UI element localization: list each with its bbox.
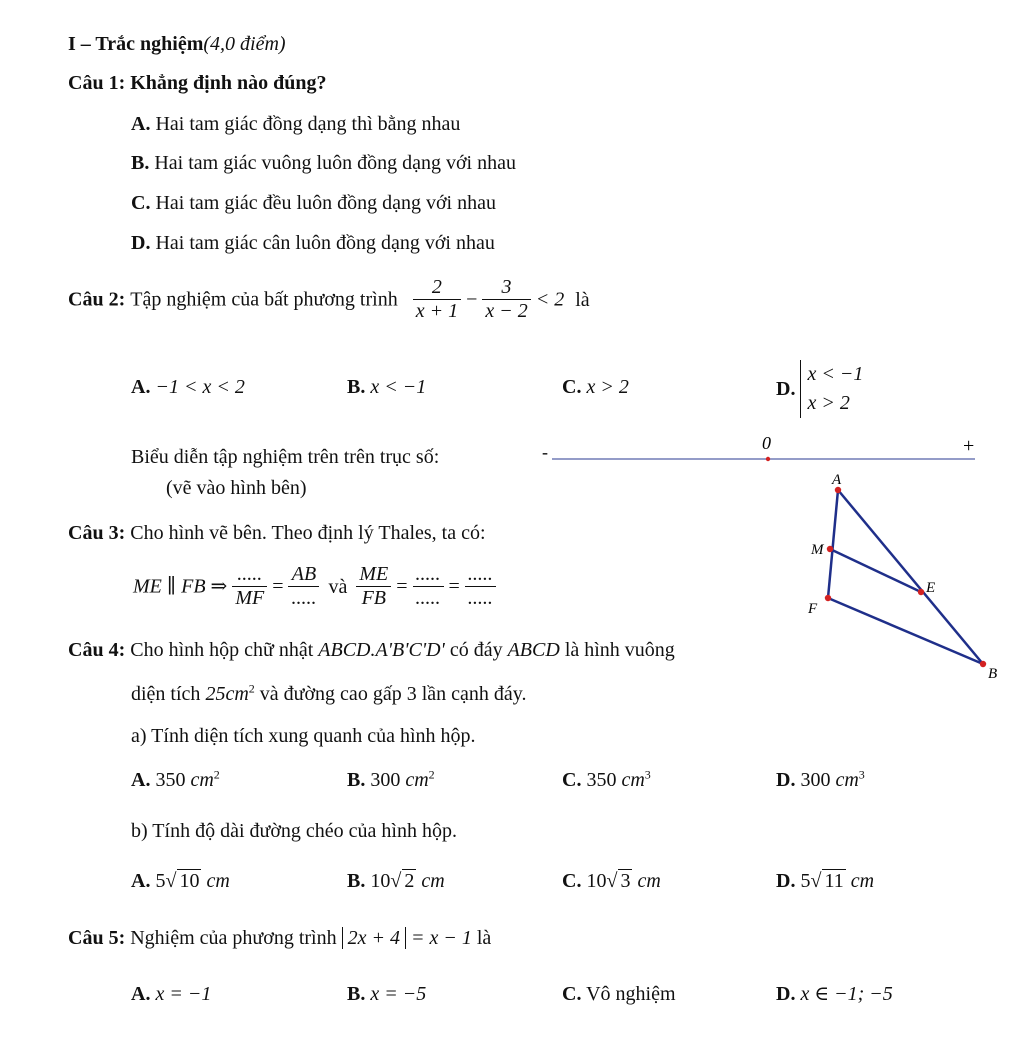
section-title: I – Trắc nghiệm(4,0 điểm) (68, 33, 286, 55)
label-a: A (832, 472, 842, 488)
segment-af (828, 490, 838, 598)
triangle-figure (807, 472, 997, 682)
q2-option-a: A. −1 < x < 2 (131, 376, 245, 398)
origin-point (766, 457, 770, 461)
q5-option-a: A. x = −1 (131, 983, 212, 1005)
q4-line-2: diện tích $25cm^2$ và đường cao gấp 3 lần cạnh đáy. (131, 681, 527, 705)
segment-fb (828, 598, 983, 664)
q2-option-d-system: x < −1 x > 2 (800, 360, 863, 418)
segment-me (830, 549, 921, 592)
numberline-note: (vẽ vào hình bên) (166, 477, 307, 499)
q2-fraction-2: $\frac{3}{x - 2}$ (482, 276, 530, 323)
point-f (825, 595, 831, 601)
q4a-option-a: A. 350 $cm^2$ (131, 767, 220, 791)
q4a-option-c: C. 350 $cm^3$ (562, 767, 651, 791)
q5-heading: Câu 5: Nghiệm của phương trình 2x + 4 = x − 1 là (68, 927, 492, 949)
q1-heading: Câu 1: Khẳng định nào đúng? (68, 72, 327, 94)
q4a-option-b: B. 300 $cm^2$ (347, 767, 435, 791)
q2-fraction-1: $\frac{2}{x + 1}$ (413, 276, 461, 323)
q1-option-a: A. Hai tam giác đồng dạng thì bằng nhau (131, 113, 461, 135)
q3-thales-expression: ME ∥ FB ⇒ $\frac{.....}{MF}$ = $\frac{AB}{.....}$ và $\frac{ME}{FB}$ = $\frac{.....}{.....}$ = $\frac{.....}{.....}$ (133, 563, 496, 610)
point-e (918, 589, 924, 595)
q4-part-a: a) Tính diện tích xung quanh của hình hộp. (131, 725, 476, 747)
q3-heading: Câu 3: Cho hình vẽ bên. Theo định lý Thales, ta có: (68, 522, 486, 544)
numberline-instruction: Biểu diễn tập nghiệm trên trên trục số: (131, 446, 440, 468)
q3-fraction-5: $\frac{.....}{.....}$ (465, 563, 496, 610)
q3-fraction-2: $\frac{AB}{.....}$ (288, 563, 319, 610)
q2-option-b: B. x < −1 (347, 376, 427, 398)
q2-option-c: C. x > 2 (562, 376, 629, 398)
q1-option-b: B. Hai tam giác vuông luôn đồng dạng với nhau (131, 152, 516, 174)
q4-part-b: b) Tính độ dài đường chéo của hình hộp. (131, 820, 457, 842)
q5-option-b: B. x = −5 (347, 983, 427, 1005)
q3-fraction-3: $\frac{ME}{FB}$ (356, 563, 391, 610)
axis-minus-sign: - (542, 442, 548, 462)
point-m (827, 546, 833, 552)
q4a-option-d: D. 300 $cm^3$ (776, 767, 865, 791)
q1-option-d: D. Hai tam giác cân luôn đồng dạng với nhau (131, 232, 495, 254)
q1-option-c: C. Hai tam giác đều luôn đồng dạng với nhau (131, 192, 496, 214)
q2-option-d: D. x < −1 x > 2 (776, 360, 863, 418)
label-b: B (988, 666, 998, 682)
q5-absolute-value: 2x + 4 (342, 927, 406, 949)
number-line (542, 433, 975, 462)
q5-option-c: C. Vô nghiệm (562, 983, 676, 1005)
axis-zero-label: 0 (762, 433, 771, 453)
q4b-option-c: C. 10√ 3 cm (562, 870, 661, 892)
q2-heading: Câu 2: Tập nghiệm của bất phương trình $\frac{2}{x + 1}$ − $\frac{3}{x - 2}$ < 2 là (68, 276, 590, 322)
axis-plus-sign: + (963, 435, 975, 457)
q3-fraction-4: $\frac{.....}{.....}$ (413, 563, 444, 610)
q4b-option-b: B. 10√ 2 cm (347, 870, 445, 892)
label-e: E (926, 580, 936, 596)
point-b (980, 661, 986, 667)
q4b-option-d: D. 5√ 11 cm (776, 870, 875, 892)
q4b-option-a: A. 5√ 10 cm (131, 870, 230, 892)
q3-fraction-1: $\frac{.....}{MF}$ (232, 563, 267, 610)
label-m: M (811, 542, 824, 558)
q5-option-d: D. x ∈ −1; −5 (776, 983, 893, 1005)
segment-ab (838, 490, 983, 664)
q4-heading: Câu 4: Cho hình hộp chữ nhật ABCD.A'B'C'D' có đáy ABCD là hình vuông (68, 639, 675, 661)
label-f: F (808, 601, 818, 617)
